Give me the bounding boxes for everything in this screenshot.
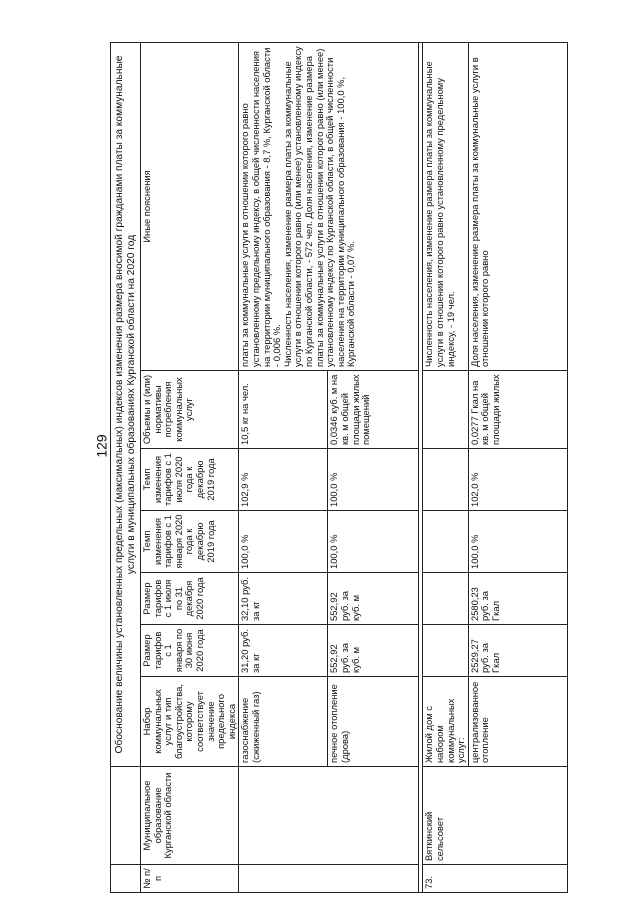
cell-rate-jul: 102,9 % bbox=[239, 449, 328, 511]
cell-service: газоснабжение (сжиженный газ) bbox=[239, 677, 328, 767]
cell-num: 73. bbox=[423, 865, 567, 893]
cell-rate-jul: 100,0 % bbox=[328, 449, 419, 511]
header-tariff-jul: Размер тарифов с 1 июля по 31 декабря 2020 года bbox=[141, 573, 239, 625]
cell-rate-jan: 100,0 % bbox=[239, 511, 328, 573]
notes-part-2: Численность населения, изменение размера платы за коммунальные услуги в отношении которого равно (или менее) установленному индексу по Курганской области, - 572 чел. Доля населения, изменение размера платы за коммунальные услуги в отношении которого равно (или менее) установленному индексу по Курганской области, в общей численности населения на территории муниципального образования - 100,0 %, Курганской области - 0,07 %. bbox=[281, 46, 357, 367]
table-row bbox=[468, 42, 567, 892]
table-row bbox=[239, 42, 328, 892]
cell-service: печное отопление (дрова) bbox=[328, 677, 419, 767]
cell-empty bbox=[423, 573, 468, 625]
header-volumes: Объемы и (или) нормативы потребления коммунальных услуг bbox=[141, 371, 239, 449]
cell-rate-jul: 102,0 % bbox=[468, 449, 567, 511]
table-title: Обоснование величины установленных предельных (максимальных) индексов изменения размера вносимой гражданами платы за коммунальные услуги в муниципальных образованиях Курганской области на 2020 год bbox=[111, 42, 141, 766]
cell-notes: Доля населения, изменение размера платы за коммунальные услуги в отношении которого равно bbox=[468, 42, 567, 370]
header-notes: Иные пояснения bbox=[141, 42, 239, 370]
page-number: 129 bbox=[93, 434, 110, 458]
tariff-table bbox=[110, 42, 568, 893]
cell-tariff-jul: 552,92 руб. за куб. м bbox=[328, 573, 419, 625]
cell-tariff-jan: 31,20 руб. за кг bbox=[239, 625, 328, 677]
cell-empty bbox=[423, 449, 468, 511]
header-blank-1 bbox=[111, 865, 141, 893]
header-rate-jul: Темп изменения тарифов с 1 июля 2020 года к декабрю 2019 года bbox=[141, 449, 239, 511]
rotated-page bbox=[110, 43, 521, 893]
cell-municipality: Вяткинский сельсовет bbox=[423, 767, 567, 865]
header-num: № п/п bbox=[141, 865, 239, 893]
header-municipality: Муниципальное образование Курганской области bbox=[141, 767, 239, 865]
cell-rate-jan: 100,0 % bbox=[328, 511, 419, 573]
cell-empty bbox=[423, 511, 468, 573]
cell-empty bbox=[423, 371, 468, 449]
cell-tariff-jul: 2580,23 руб. за Гкал bbox=[468, 573, 567, 625]
header-tariff-jan: Размер тарифов с 1 января по 30 июня 2020 года bbox=[141, 625, 239, 677]
table-row bbox=[423, 42, 468, 892]
cell-notes-top: Численность населения, изменение размера платы за коммунальные услуги в отношении которого равно установленному предельному индексу, - 19 чел. bbox=[423, 42, 468, 370]
cell-num-empty bbox=[239, 865, 419, 893]
header-services: Набор коммунальных услуг и тип благоустройства, которому соответствует значение предельного индекса bbox=[141, 677, 239, 767]
cell-notes bbox=[239, 42, 419, 370]
cell-volume: 10,5 кг на чел. bbox=[239, 371, 328, 449]
cell-volume: 0,0346 куб. м на кв. м общей площади жилых помещений bbox=[328, 371, 419, 449]
cell-tariff-jan: 552,92 руб. за куб. м bbox=[328, 625, 419, 677]
cell-municipality-empty bbox=[239, 767, 419, 865]
notes-part-1: платы за коммунальные услуги в отношении которого равно установленному предельному индексу, в общей численности населения на территории муниципального образования - 8,7 %, Курганской области - 0,006 %. bbox=[239, 47, 283, 367]
cell-tariff-jan: 2529,27 руб. за Гкал bbox=[468, 625, 567, 677]
cell-service-group: Жилой дом с набором коммунальных услуг: bbox=[423, 677, 468, 767]
cell-tariff-jul: 32,10 руб. за кг bbox=[239, 573, 328, 625]
header-rate-jan: Темп изменения тарифов с 1 января 2020 года к декабрю 2019 года bbox=[141, 511, 239, 573]
header-blank-2 bbox=[111, 767, 141, 865]
cell-service: централизованное отопление bbox=[468, 677, 567, 767]
cell-empty bbox=[423, 625, 468, 677]
cell-rate-jan: 100,0 % bbox=[468, 511, 567, 573]
cell-volume: 0,0277 Гкал на кв. м общей площади жилых bbox=[468, 371, 567, 449]
